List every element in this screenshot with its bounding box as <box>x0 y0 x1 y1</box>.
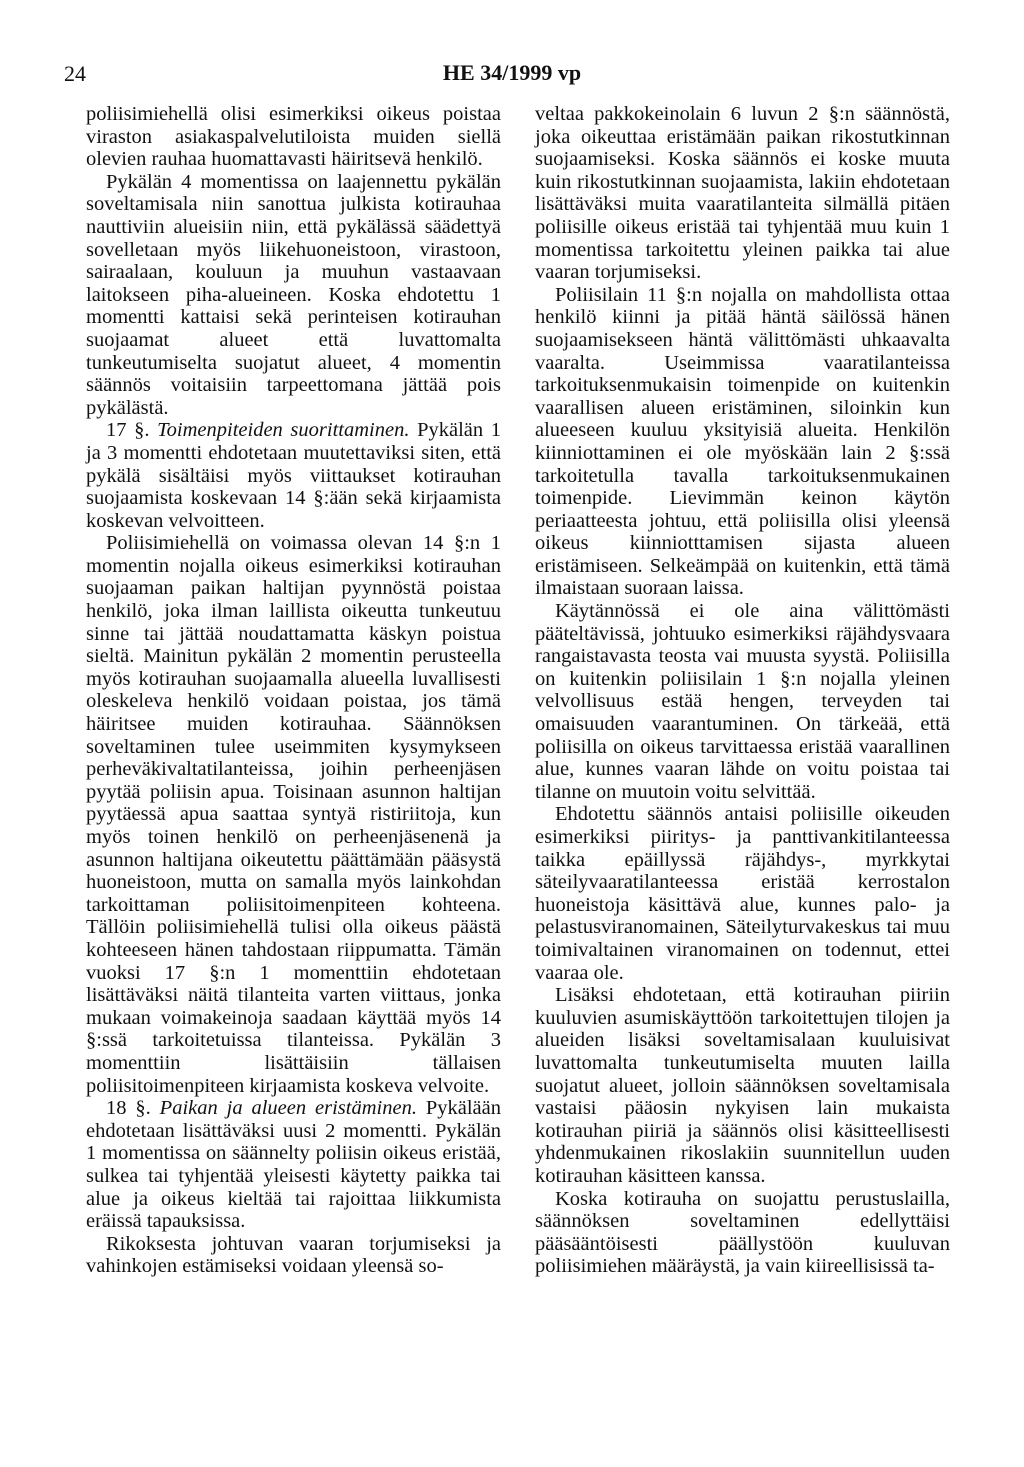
left-paragraph-4: Poliisimiehellä on voimassa olevan 14 §:n 1 momentin nojalla oikeus esimerkiksi kotirauhan suojaaman paikan haltijan pyynnöstä poistaa henkilö, joka ilman laillista oikeutta tunkeutuu sinne tai jättää noudattamatta käskyn poistua sieltä. Mainitun pykälän 2 momentin perusteella myös kotirauhan suojaamalla alueella luvallisesti oleskeleva henkilö voidaan poistaa, jos tämä häiritsee muiden kotirauhaa. Säännöksen soveltaminen tulee useimmiten kysymykseen perheväkivaltatilanteissa, joihin perheenjäsen pyytää poliisin apua. Toisinaan asunnon haltijan pyytäessä apua saattaa syntyä ristiriitoja, kun myös toinen henkilö on perheenjäsenenä ja asunnon haltijana oikeutettu päättämään pääsystä huoneistoon, mutta on samalla myös lainkohdan tarkoittaman poliisitoimenpiteen kohteena. Tällöin poliisimiehellä tulisi olla oikeus päästä kohteeseen hänen tahdostaan riippumatta. Tämän vuoksi 17 §:n 1 momenttiin ehdotetaan lisättäväksi näitä tilanteita varten viittaus, jonka mukaan voimakeinoja saadaan käyttää myös 14 §:ssä tarkoitetuissa tilanteissa. Pykälän 3 momenttiin lisättäisiin tällaisen poliisitoimenpiteen kirjaamista koskeva velvoite. <box>86 532 501 1097</box>
left-paragraph-1: poliisimiehellä olisi esimerkiksi oikeus poistaa viraston asiakaspalvelutiloista muiden siellä olevien rauhaa huomattavasti häiritsevä henkilö. <box>86 103 501 171</box>
left-paragraph-2: Pykälän 4 momentissa on laajennettu pykälän soveltamisala niin sanottua julkista kotirauhaa nauttiviin alueisiin niin, että pykälässä säädettyä sovelletaan myös liikehuoneistoon, virastoon, sairaalaan, kouluun ja muuhun vastaavaan laitokseen piha-alueineen. Koska ehdotettu 1 momentti kattaisi sekä perinteisen kotirauhan suojaamat alueet että luvattomalta tunkeutumiselta suojatut alueet, 4 momentin säännös voitaisiin tarpeettomana jättää pois pykälästä. <box>86 170 501 419</box>
section-number-18: 18 §. <box>106 1097 160 1120</box>
section-number-17: 17 §. <box>106 419 158 442</box>
right-paragraph-1: veltaa pakkokeinolain 6 luvun 2 §:n säännöstä, joka oikeuttaa eristämään paikan rikostutkinnan suojaamiseksi. Koska säännös ei koske muuta kuin rikostutkinnan suojaamista, lakiin ehdotetaan lisättäväksi muita vaaratilanteita silmällä pitäen poliisille oikeus eristää tai tyhjentää muu kuin 1 momentissa tarkoitettu yleinen paikka tai alue vaaran torjumiseksi. <box>535 103 950 284</box>
running-header: HE 34/1999 vp <box>442 60 582 85</box>
section-title-18: Paikan ja alueen eristäminen. <box>159 1097 417 1120</box>
section-body-18: Pykälään ehdotetaan lisättäväksi uusi 2 momentti. Pykälän 1 momentissa on säännelty poliisin oikeus eristää, sulkea tai tyhjentää yleisesti käytetty paikka tai alue ja oikeus kieltää tai rajoittaa liikkumista eräissä tapauksissa. <box>86 1097 501 1233</box>
right-paragraph-3: Käytännössä ei ole aina välittömästi pääteltävissä, johtuuko esimerkiksi räjähdysvaara rangaistavasta teosta vai muusta syystä. Poliisilla on kuitenkin poliisilain 1 §:n nojalla yleinen velvollisuus estää hengen, terveyden tai omaisuuden vaarantuminen. On tärkeää, että poliisilla on oikeus tarvittaessa eristää vaarallinen alue, kunnes vaaran lähde on voitu poistaa tai tilanne on muutoin voitu selvittää. <box>535 600 950 803</box>
right-paragraph-4: Ehdotettu säännös antaisi poliisille oikeuden esimerkiksi piiritys- ja panttivankitilanteessa taikka epäillyssä räjähdys-, myrkkytai säteilyvaaratilanteessa eristää kerrostalon huoneistoja käsittävä alue, kunnes palo- ja pelastusviranomainen, Säteilyturvakeskus tai muu toimivaltainen viranomainen on todennut, ettei vaaraa ole. <box>535 803 950 984</box>
right-paragraph-6: Koska kotirauha on suojattu perustuslailla, säännöksen soveltaminen edellyttäisi pääsääntöisesti päällystöön kuuluvan poliisimiehen määräystä, ja vain kiireellisissä ta- <box>535 1187 950 1278</box>
right-paragraph-2: Poliisilain 11 §:n nojalla on mahdollista ottaa henkilö kiinni ja pitää häntä säilössä hänen suojaamisekseen häntä välittömästi uhkaavalta vaaralta. Useimmissa vaaratilanteissa tarkoituksenmukaisin toimenpide on kuitenkin vaarallisen alueen eristäminen, siloinkin kun alueeseen kuuluu yksityisiä alueita. Henkilön kiinniottaminen ei ole myöskään lain 2 §:ssä tarkoitetulla tavalla tarkoituksenmukainen toimenpide. Lievimmän keinon käytön periaatteesta johtuu, että poliisilla olisi yleensä oikeus kiinniotttamisen sijasta alueen eristämiseen. Selkeämpää on kuitenkin, että tämä ilmaistaan suoraan laissa. <box>535 283 950 600</box>
left-paragraph-5 <box>86 1097 501 1233</box>
right-column <box>535 103 950 1278</box>
left-paragraph-6: Rikoksesta johtuvan vaaran torjumiseksi ja vahinkojen estämiseksi voidaan yleensä so- <box>86 1232 501 1278</box>
section-title-17: Toimenpiteiden suorittaminen. <box>157 419 410 442</box>
page-number: 24 <box>64 61 86 86</box>
left-paragraph-3 <box>86 419 501 532</box>
right-paragraph-5: Lisäksi ehdotetaan, että kotirauhan piiriin kuuluvien asumiskäyttöön tarkoitettujen tilojen ja alueiden lisäksi soveltamisalaan kuuluisivat luvattomalta tunkeutumiselta muuten lailla suojatut alueet, jolloin säännöksen soveltamisala vastaisi pääosin nykyisen lain mukaista kotirauhan piiriä ja säännös olisi käsitteellisesti yhdenmukainen rikoslakiin suunnitellun uuden kotirauhan käsitteen kanssa. <box>535 984 950 1187</box>
left-column <box>86 103 501 1278</box>
section-body-17: Pykälän 1 ja 3 momentti ehdotetaan muutettaviksi siten, että pykälä sisältäisi myös viittaukset kotirauhan suojaamista koskevaan 14 §:ään sekä kirjaamista koskevan velvoitteen. <box>86 419 502 532</box>
